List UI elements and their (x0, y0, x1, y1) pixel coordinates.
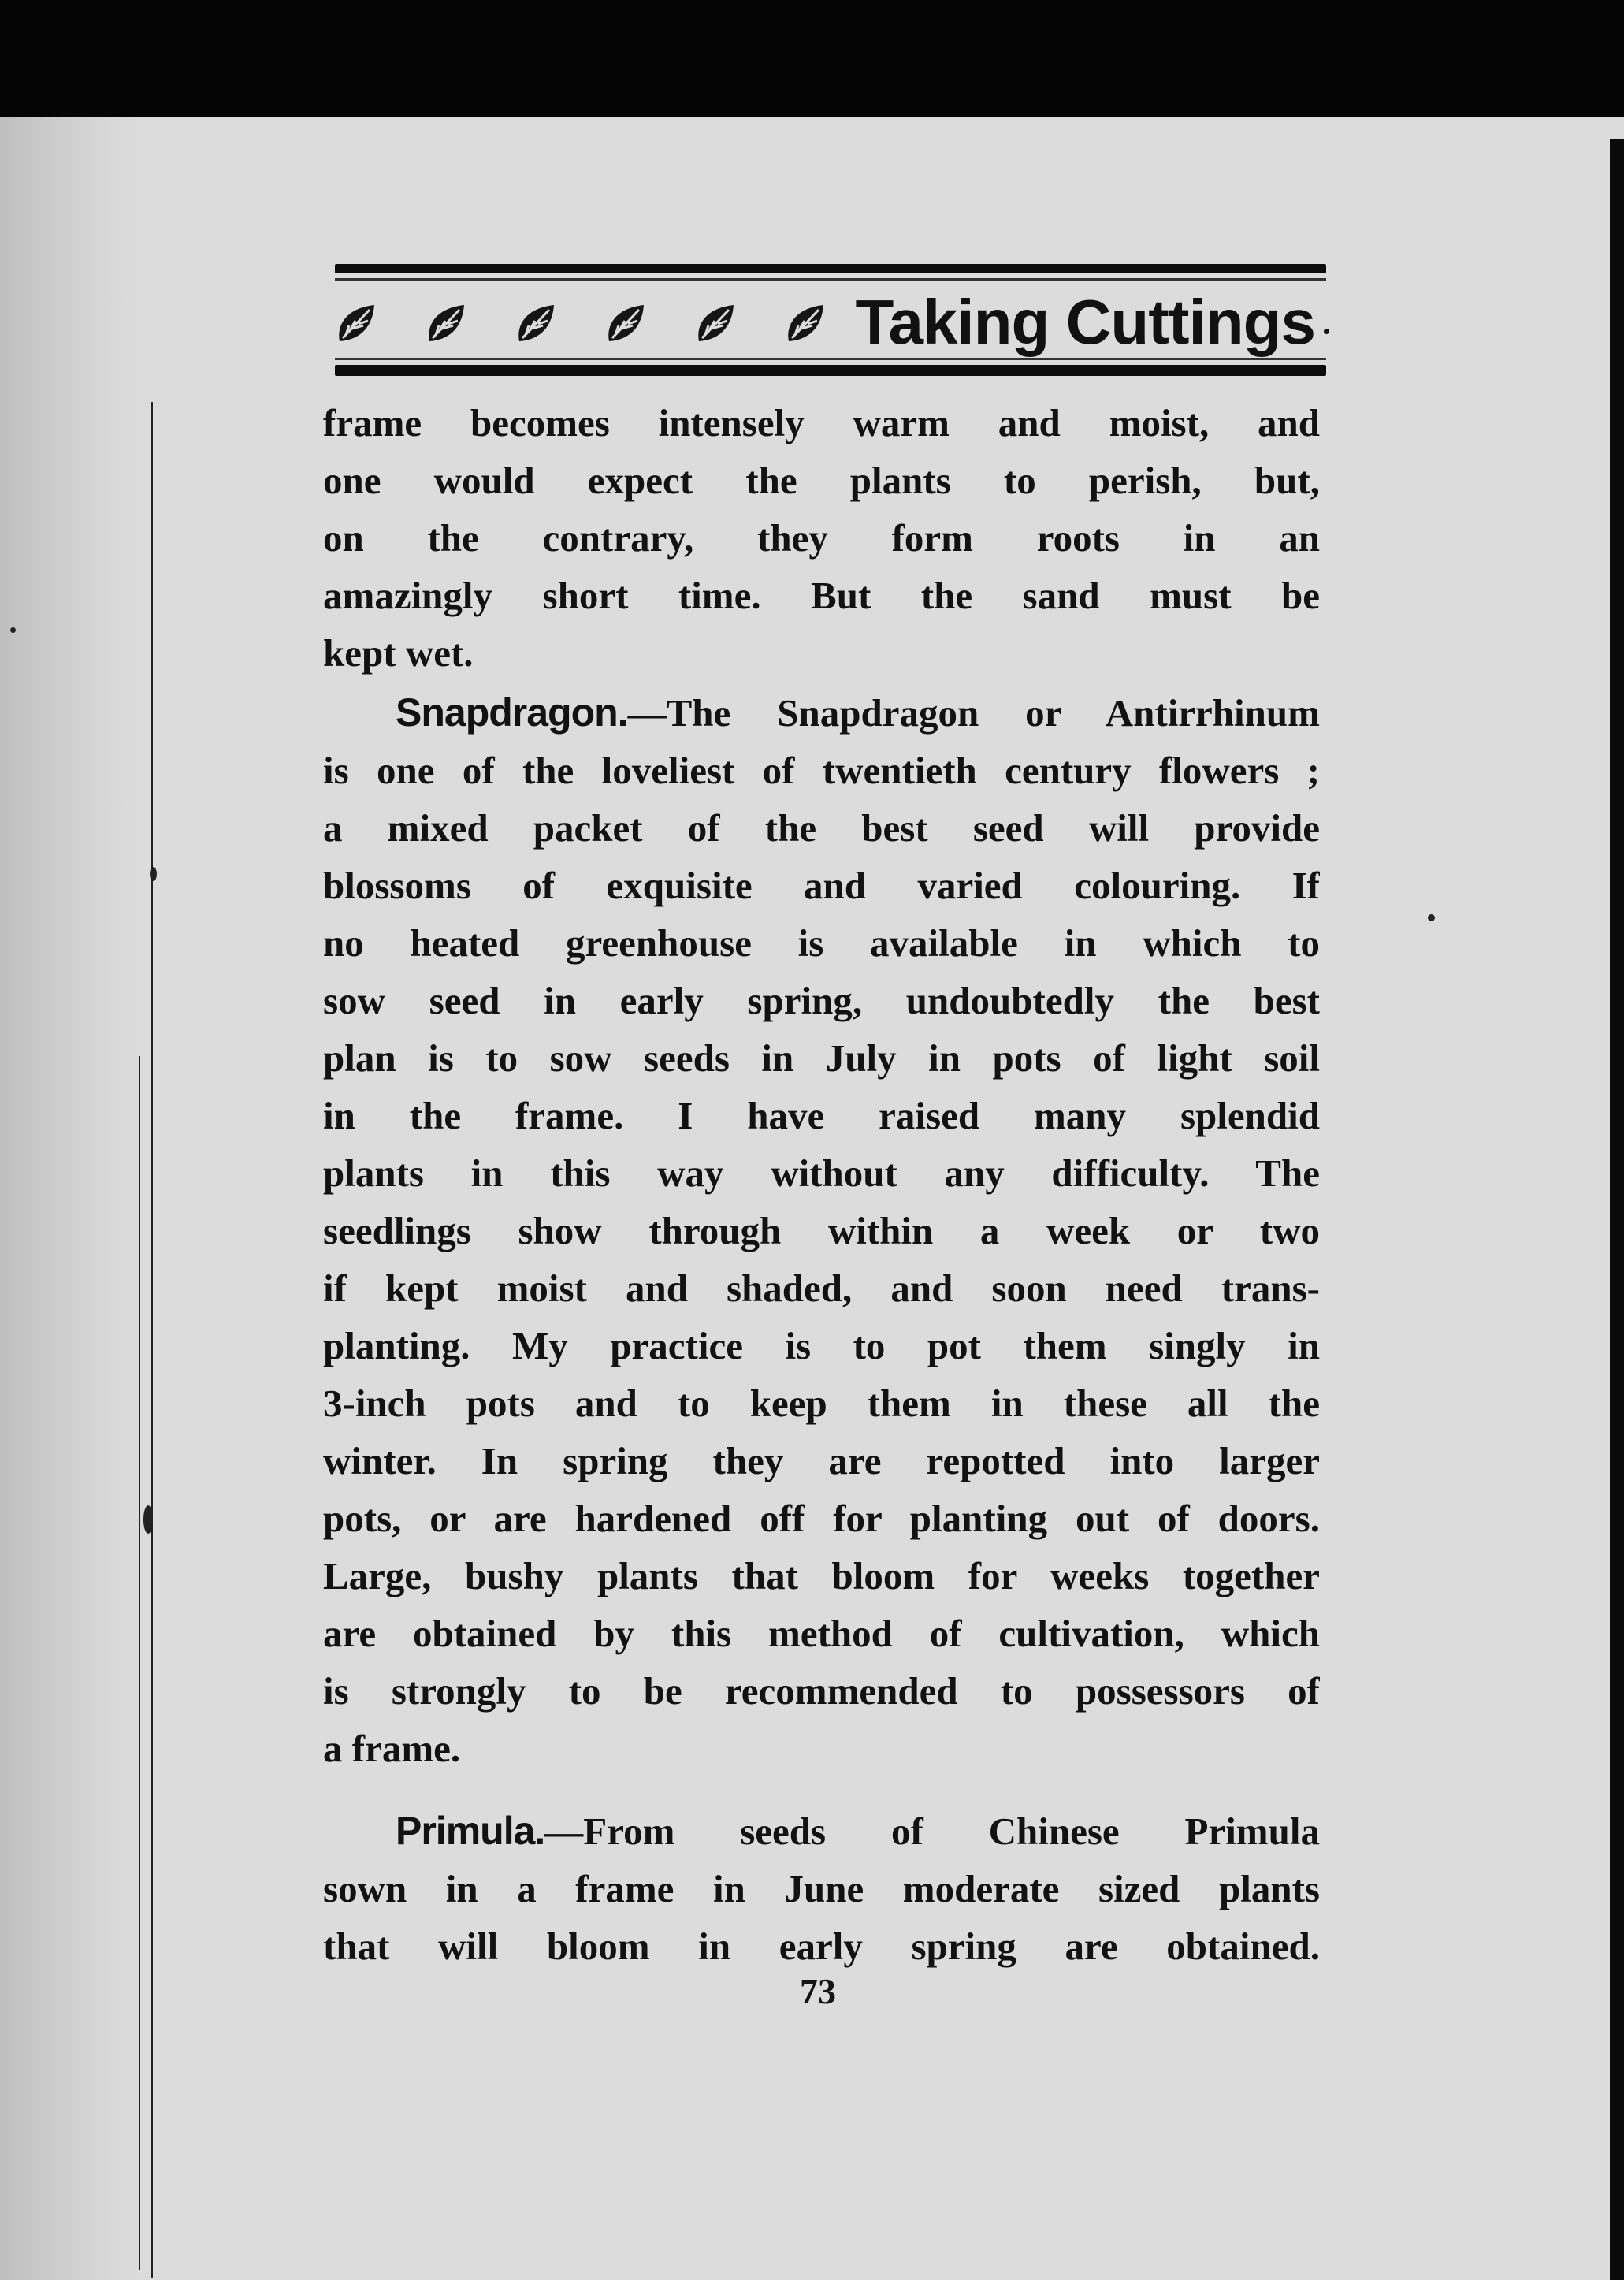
leaf-ornament-icon (604, 302, 648, 344)
text-line: plan is to sow seeds in July in pots of light soil (323, 1036, 1320, 1080)
text-line: a frame. (323, 1727, 461, 1770)
text-line: plants in this way without any difficulty. The (323, 1151, 1320, 1195)
running-title: Taking Cuttings (855, 287, 1315, 357)
paragraph-first-line (323, 684, 1320, 742)
title-dot (1324, 329, 1329, 334)
text-line: frame becomes intensely warm and moist, and (323, 401, 1320, 444)
text-line: a mixed packet of the best seed will provide (323, 806, 1320, 850)
paragraph-term: Snapdragon. (396, 690, 628, 735)
text-line: blossoms of exquisite and varied colouring. If (323, 864, 1320, 907)
text-line: sown in a frame in June moderate sized plants (323, 1867, 1320, 1910)
text-line: is one of the loveliest of twentieth century flowers ; (323, 749, 1320, 792)
leaf-ornament-icon (694, 302, 738, 344)
text-line: are obtained by this method of cultivation, which (323, 1612, 1320, 1655)
text-line: —The Snapdragon or Antirrhinum (627, 691, 1320, 735)
text-line: Large, bushy plants that bloom for weeks together (323, 1554, 1320, 1597)
text-line: winter. In spring they are repotted into larger (323, 1439, 1320, 1482)
paragraph-first-line (323, 1802, 1320, 1860)
text-line: —From seeds of Chinese Primula (544, 1809, 1320, 1853)
speck (10, 627, 16, 633)
header-rule-bottom (335, 365, 1326, 376)
leaf-ornament-icon (515, 302, 559, 344)
text-line: sow seed in early spring, undoubtedly the best (323, 979, 1320, 1022)
header-rule-bottom-thin (335, 358, 1326, 360)
header-rule-top (335, 264, 1326, 273)
leaf-ornament-icon (335, 302, 379, 344)
leaf-ornament-row (335, 296, 828, 351)
page-number: 73 (800, 1971, 836, 2011)
margin-line-outer (139, 1056, 140, 2270)
text-line: amazingly short time. But the sand must be (323, 574, 1320, 617)
text-line: seedlings show through within a week or two (323, 1209, 1320, 1252)
leaf-ornament-icon (784, 302, 828, 344)
page-gutter-shadow (0, 117, 142, 2280)
body-text (323, 394, 1320, 1975)
speck (150, 867, 157, 881)
text-line: that will bloom in early spring are obtained. (323, 1925, 1320, 1968)
text-line: 3-inch pots and to keep them in these all the (323, 1382, 1320, 1425)
leaf-ornament-icon (425, 302, 469, 344)
text-line: planting. My practice is to pot them singly in (323, 1324, 1320, 1367)
speck (1428, 914, 1435, 921)
paragraph-term: Primula. (396, 1809, 545, 1853)
running-header (335, 264, 1326, 386)
text-line: pots, or are hardened off for planting out of doors. (323, 1497, 1320, 1540)
text-line: if kept moist and shaded, and soon need trans- (323, 1266, 1320, 1310)
text-line: one would expect the plants to perish, but, (323, 459, 1320, 502)
text-line: in the frame. I have raised many splendid (323, 1094, 1320, 1137)
text-line: no heated greenhouse is available in which to (323, 921, 1320, 965)
speck (143, 1505, 153, 1534)
text-line: kept wet. (323, 631, 474, 675)
text-line: on the contrary, they form roots in an (323, 516, 1320, 560)
header-rule-top-thin (335, 278, 1326, 281)
margin-line (151, 402, 153, 2278)
text-line: is strongly to be recommended to possessors of (323, 1669, 1320, 1713)
page-right-edge (1610, 139, 1624, 2280)
